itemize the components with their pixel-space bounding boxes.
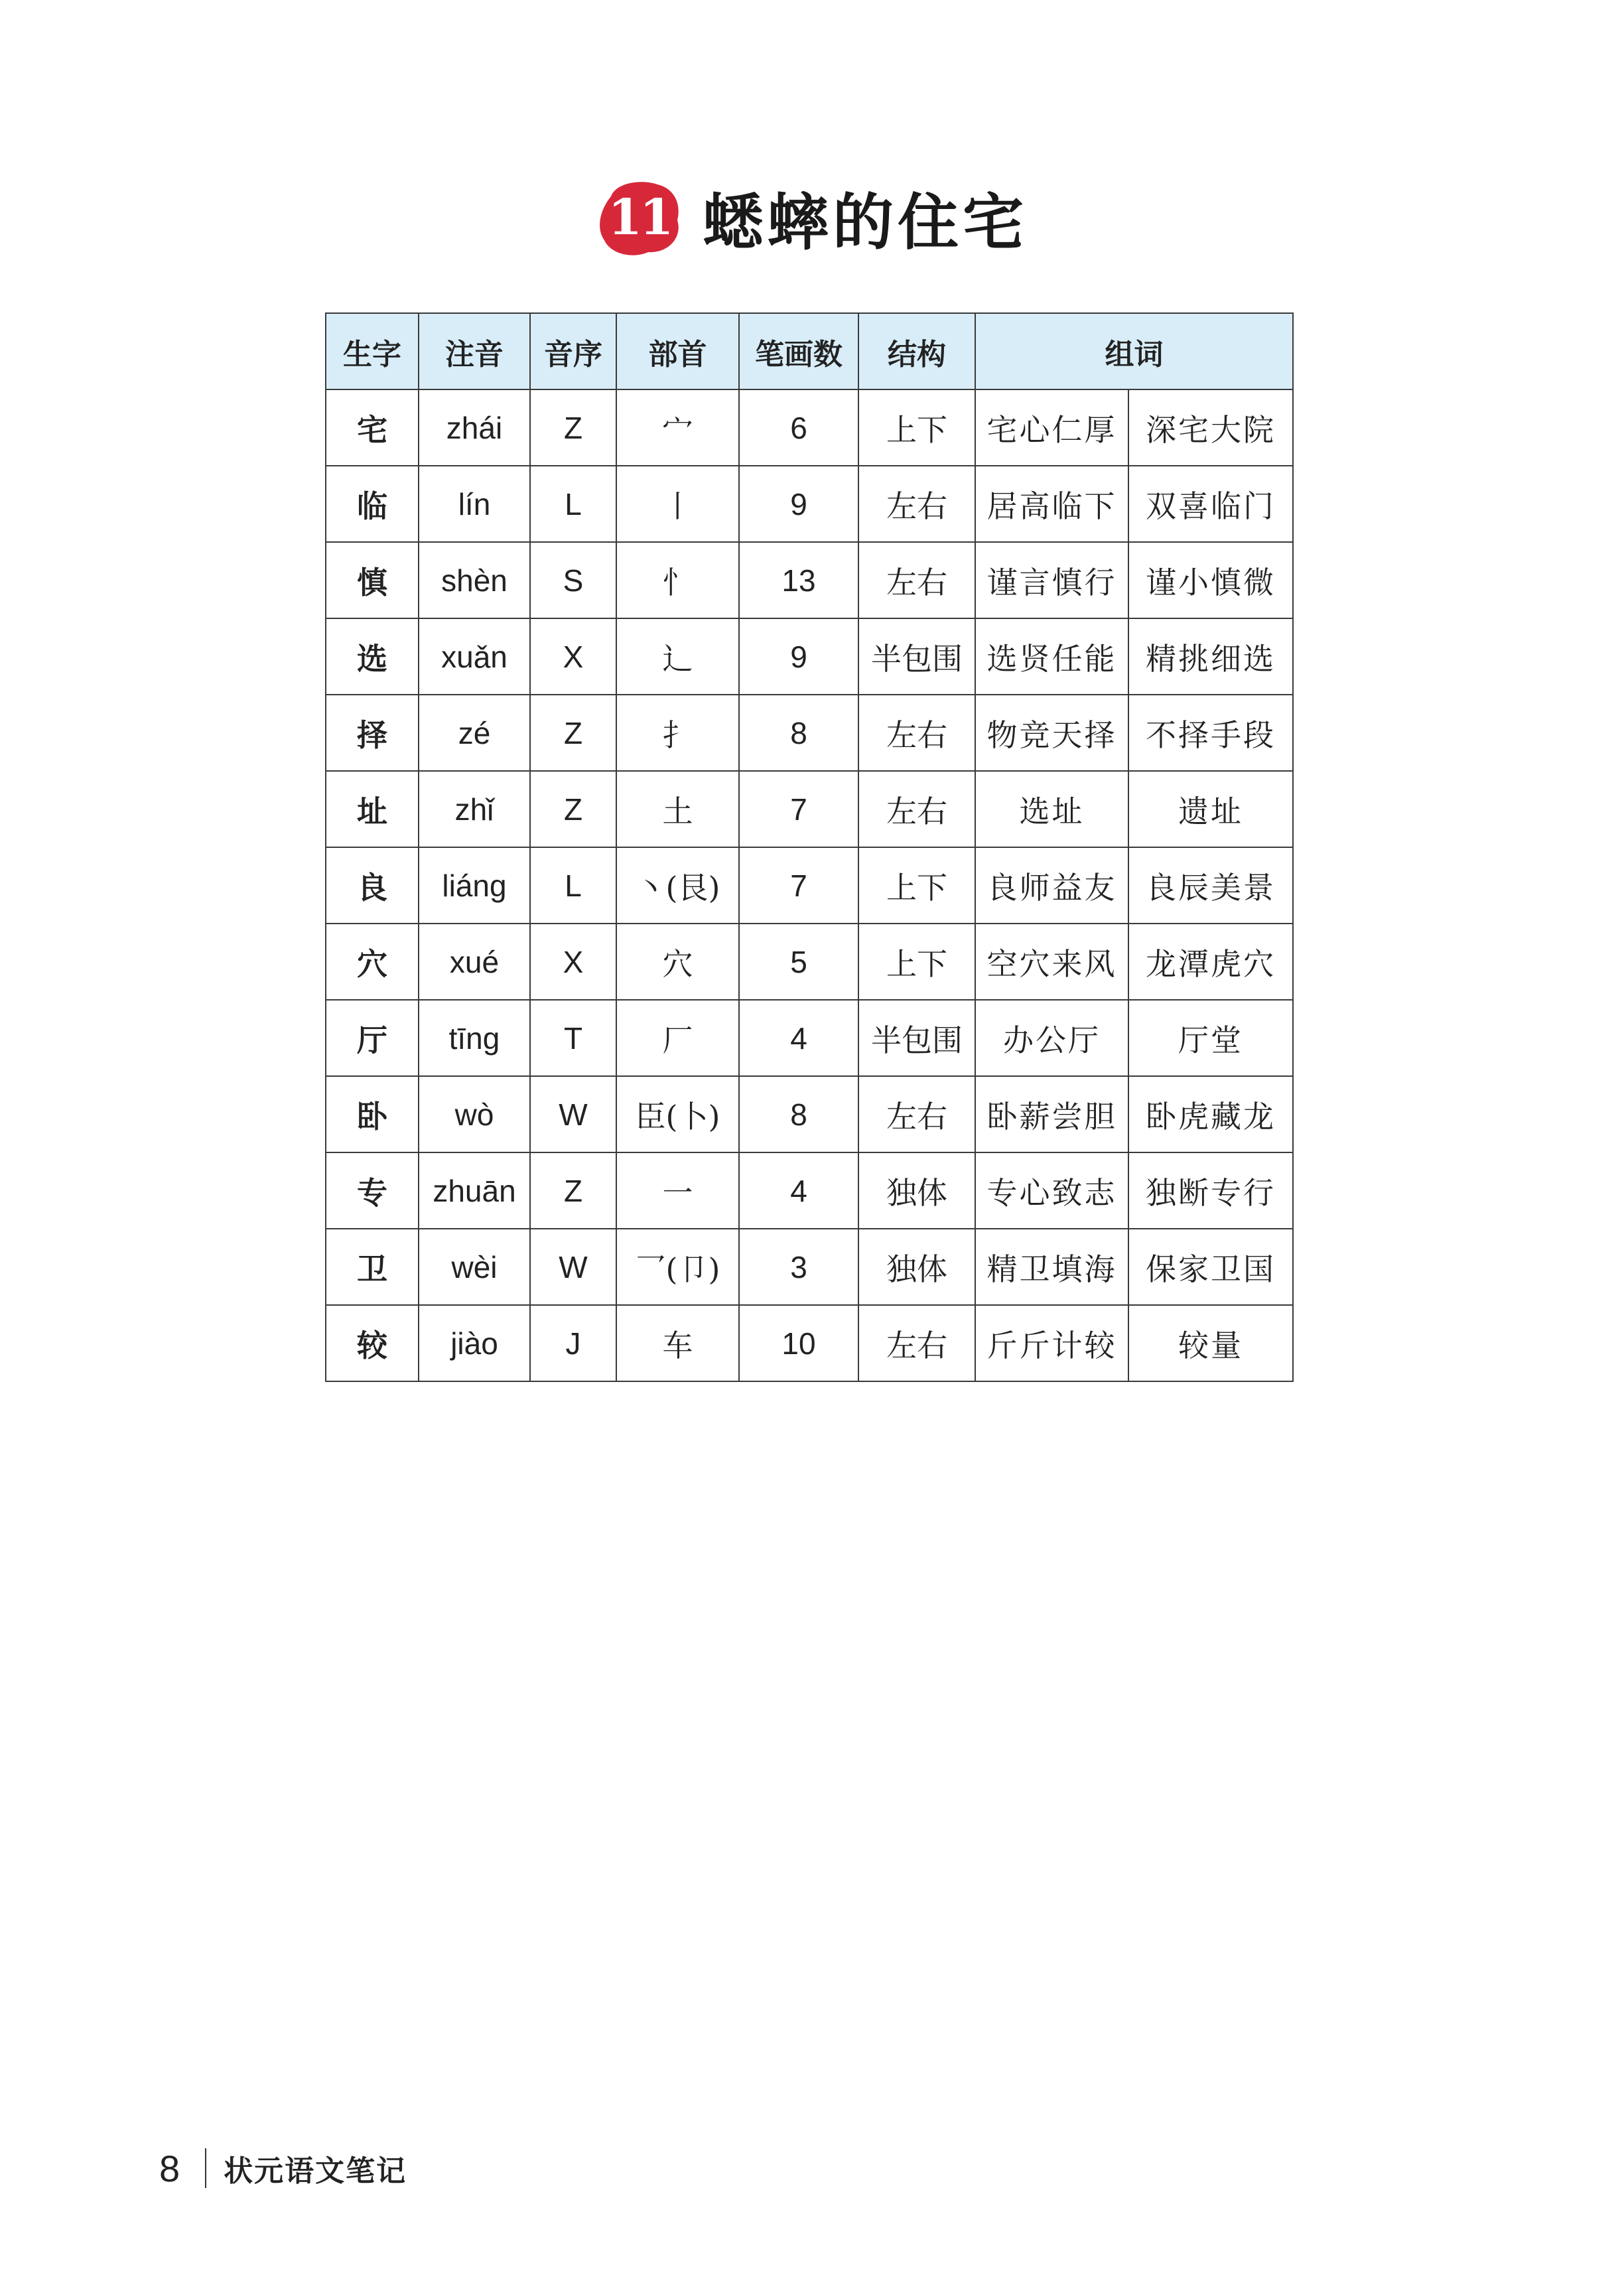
- cell-word-1: 卧薪尝胆: [975, 1076, 1128, 1152]
- cell-structure: 左右: [858, 466, 975, 542]
- cell-char: 选: [326, 618, 419, 695]
- table-row: [326, 389, 1293, 466]
- header-radical: 部首: [616, 313, 739, 389]
- cell-strokes: 3: [739, 1229, 858, 1305]
- cell-sequence: Z: [530, 389, 616, 466]
- cell-word-2: 遗址: [1128, 771, 1293, 847]
- table-body: [326, 389, 1293, 1381]
- header-char: 生字: [326, 313, 419, 389]
- cell-word-2: 独断专行: [1128, 1152, 1293, 1229]
- cell-strokes: 13: [739, 542, 858, 618]
- cell-sequence: L: [530, 847, 616, 924]
- cell-pinyin: wèi: [419, 1229, 530, 1305]
- cell-sequence: Z: [530, 1152, 616, 1229]
- cell-word-1: 物竞天择: [975, 695, 1128, 771]
- cell-radical: 忄: [616, 542, 739, 618]
- table-row: [326, 1229, 1293, 1305]
- cell-radical: 乛(卩): [616, 1229, 739, 1305]
- book-name: 状元语文笔记: [224, 2154, 407, 2188]
- cell-char: 卧: [326, 1076, 419, 1152]
- cell-sequence: X: [530, 618, 616, 695]
- cell-word-1: 斤斤计较: [975, 1305, 1128, 1381]
- cell-char: 厅: [326, 1000, 419, 1076]
- cell-sequence: J: [530, 1305, 616, 1381]
- cell-strokes: 4: [739, 1000, 858, 1076]
- cell-word-2: 双喜临门: [1128, 466, 1293, 542]
- cell-word-1: 精卫填海: [975, 1229, 1128, 1305]
- table-row: [326, 847, 1293, 924]
- cell-strokes: 10: [739, 1305, 858, 1381]
- cell-pinyin: zhái: [419, 389, 530, 466]
- cell-structure: 半包围: [858, 618, 975, 695]
- cell-char: 较: [326, 1305, 419, 1381]
- cell-radical: 丶(艮): [616, 847, 739, 924]
- cell-radical: 一: [616, 1152, 739, 1229]
- page-title: 蟋蟀的住宅: [702, 186, 1028, 258]
- cell-char: 专: [326, 1152, 419, 1229]
- table-row: [326, 695, 1293, 771]
- cell-pinyin: liáng: [419, 847, 530, 924]
- cell-word-2: 较量: [1128, 1305, 1293, 1381]
- cell-sequence: W: [530, 1229, 616, 1305]
- cell-strokes: 4: [739, 1152, 858, 1229]
- footer-divider: [205, 2148, 206, 2188]
- cell-word-2: 精挑细选: [1128, 618, 1293, 695]
- cell-char: 临: [326, 466, 419, 542]
- cell-sequence: Z: [530, 695, 616, 771]
- table-row: [326, 466, 1293, 542]
- table-row: [326, 1152, 1293, 1229]
- cell-char: 穴: [326, 924, 419, 1000]
- cell-pinyin: tīng: [419, 1000, 530, 1076]
- cell-radical: 臣(卜): [616, 1076, 739, 1152]
- cell-sequence: Z: [530, 771, 616, 847]
- cell-char: 择: [326, 695, 419, 771]
- cell-structure: 独体: [858, 1152, 975, 1229]
- cell-pinyin: zhǐ: [419, 771, 530, 847]
- header-structure: 结构: [858, 313, 975, 389]
- cell-pinyin: xué: [419, 924, 530, 1000]
- cell-structure: 独体: [858, 1229, 975, 1305]
- cell-strokes: 7: [739, 847, 858, 924]
- cell-pinyin: zhuān: [419, 1152, 530, 1229]
- table-row: [326, 1000, 1293, 1076]
- header-strokes: 笔画数: [739, 313, 858, 389]
- cell-word-1: 良师益友: [975, 847, 1128, 924]
- cell-strokes: 7: [739, 771, 858, 847]
- table-row: [326, 1305, 1293, 1381]
- cell-strokes: 9: [739, 466, 858, 542]
- cell-word-1: 选贤任能: [975, 618, 1128, 695]
- cell-word-2: 不择手段: [1128, 695, 1293, 771]
- cell-sequence: T: [530, 1000, 616, 1076]
- cell-char: 卫: [326, 1229, 419, 1305]
- cell-radical: 辶: [616, 618, 739, 695]
- cell-structure: 半包围: [858, 1000, 975, 1076]
- cell-structure: 上下: [858, 924, 975, 1000]
- table-row: [326, 924, 1293, 1000]
- cell-strokes: 9: [739, 618, 858, 695]
- cell-word-1: 专心致志: [975, 1152, 1128, 1229]
- table-row: [326, 771, 1293, 847]
- cell-word-1: 办公厅: [975, 1000, 1128, 1076]
- cell-radical: 宀: [616, 389, 739, 466]
- cell-strokes: 6: [739, 389, 858, 466]
- cell-sequence: L: [530, 466, 616, 542]
- cell-structure: 上下: [858, 389, 975, 466]
- cell-word-2: 保家卫国: [1128, 1229, 1293, 1305]
- cell-structure: 上下: [858, 847, 975, 924]
- cell-word-2: 卧虎藏龙: [1128, 1076, 1293, 1152]
- cell-word-1: 选址: [975, 771, 1128, 847]
- cell-radical: 土: [616, 771, 739, 847]
- cell-word-1: 居高临下: [975, 466, 1128, 542]
- cell-char: 宅: [326, 389, 419, 466]
- cell-radical: 穴: [616, 924, 739, 1000]
- table-row: [326, 1076, 1293, 1152]
- cell-char: 址: [326, 771, 419, 847]
- cell-strokes: 5: [739, 924, 858, 1000]
- lesson-number: 11: [608, 189, 671, 246]
- cell-strokes: 8: [739, 1076, 858, 1152]
- page-number: 8: [159, 2147, 180, 2189]
- table-header-row: [326, 313, 1293, 389]
- cell-word-1: 空穴来风: [975, 924, 1128, 1000]
- cell-radical: 厂: [616, 1000, 739, 1076]
- cell-radical: 丨: [616, 466, 739, 542]
- cell-structure: 左右: [858, 1305, 975, 1381]
- cell-pinyin: xuǎn: [419, 618, 530, 695]
- header-words: 组词: [975, 313, 1293, 389]
- cell-char: 良: [326, 847, 419, 924]
- cell-sequence: X: [530, 924, 616, 1000]
- header-sequence: 音序: [530, 313, 616, 389]
- cell-structure: 左右: [858, 695, 975, 771]
- cell-structure: 左右: [858, 771, 975, 847]
- cell-word-1: 宅心仁厚: [975, 389, 1128, 466]
- cell-sequence: W: [530, 1076, 616, 1152]
- cell-radical: 扌: [616, 695, 739, 771]
- cell-strokes: 8: [739, 695, 858, 771]
- cell-structure: 左右: [858, 1076, 975, 1152]
- lesson-number-badge: [596, 178, 683, 257]
- table-row: [326, 542, 1293, 618]
- cell-word-2: 谨小慎微: [1128, 542, 1293, 618]
- cell-char: 慎: [326, 542, 419, 618]
- cell-word-1: 谨言慎行: [975, 542, 1128, 618]
- lesson-title-bar: [0, 171, 1624, 264]
- cell-word-2: 厅堂: [1128, 1000, 1293, 1076]
- vocabulary-table: [325, 312, 1294, 1382]
- cell-word-2: 深宅大院: [1128, 389, 1293, 466]
- cell-pinyin: wò: [419, 1076, 530, 1152]
- cell-pinyin: zé: [419, 695, 530, 771]
- page-footer: [159, 2142, 407, 2195]
- cell-word-2: 龙潭虎穴: [1128, 924, 1293, 1000]
- cell-sequence: S: [530, 542, 616, 618]
- table-row: [326, 618, 1293, 695]
- cell-pinyin: lín: [419, 466, 530, 542]
- cell-radical: 车: [616, 1305, 739, 1381]
- cell-pinyin: shèn: [419, 542, 530, 618]
- header-pinyin: 注音: [419, 313, 530, 389]
- cell-word-2: 良辰美景: [1128, 847, 1293, 924]
- cell-pinyin: jiào: [419, 1305, 530, 1381]
- cell-structure: 左右: [858, 542, 975, 618]
